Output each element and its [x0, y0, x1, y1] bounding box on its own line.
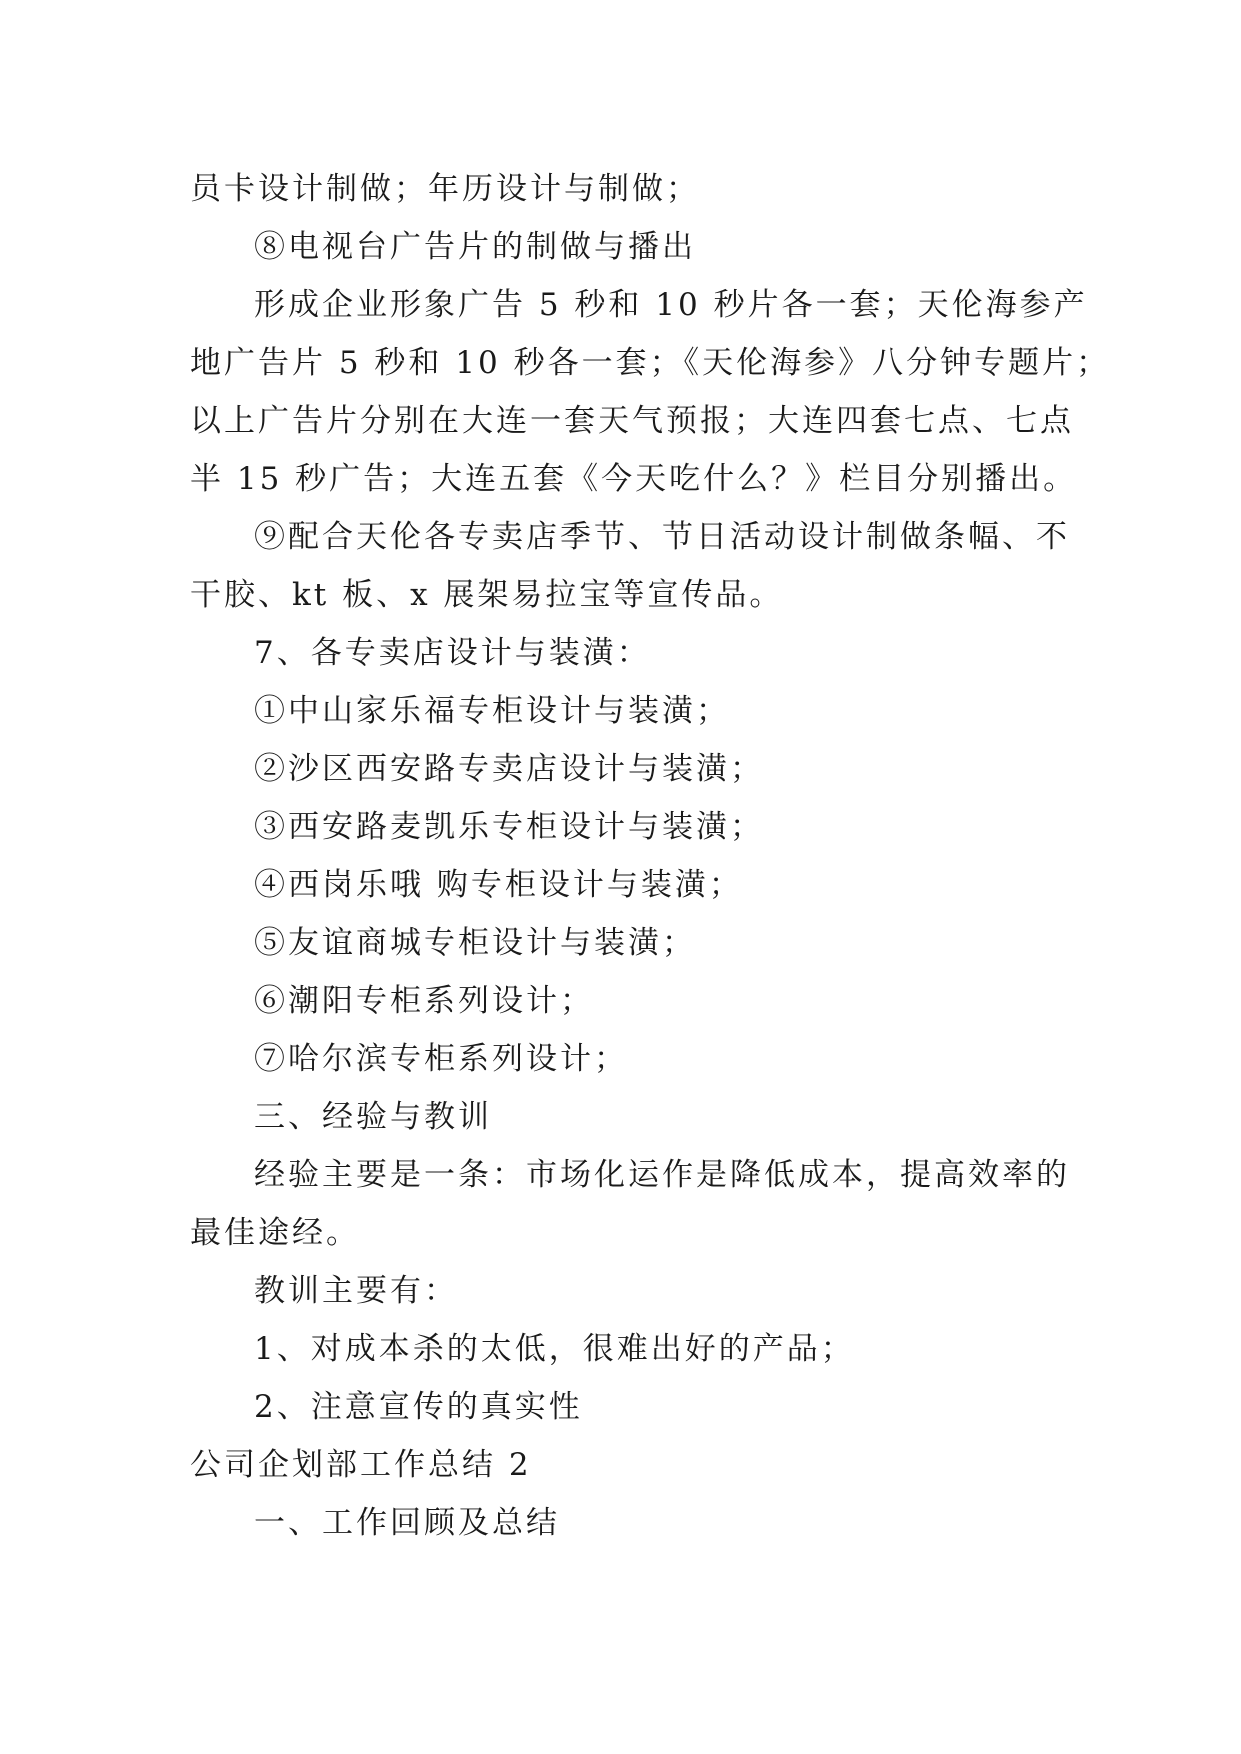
section-heading: 三、经验与教训 — [254, 1099, 492, 1135]
text-line: 干胶、kt 板、x 展架易拉宝等宣传品。 — [190, 577, 784, 613]
section-heading: 一、工作回顾及总结 — [254, 1505, 560, 1541]
list-item: 2、注意宣传的真实性 — [254, 1389, 583, 1425]
text-line: 形成企业形象广告 5 秒和 10 秒片各一套；天伦海参产 — [254, 287, 1088, 323]
text-line: 教训主要有： — [254, 1273, 458, 1309]
list-item: ⑥潮阳专柜系列设计； — [254, 983, 594, 1019]
list-item: 1、对成本杀的太低，很难出好的产品； — [254, 1331, 855, 1367]
document-body — [190, 160, 1111, 1552]
text-line: 最佳途经。 — [190, 1215, 360, 1251]
list-item: ⑦哈尔滨专柜系列设计； — [254, 1041, 628, 1077]
list-item: ②沙区西安路专卖店设计与装潢； — [254, 751, 764, 787]
list-item: ⑤友谊商城专柜设计与装潢； — [254, 925, 696, 961]
text-line: ⑧电视台广告片的制做与播出 — [254, 229, 696, 265]
text-line: 地广告片 5 秒和 10 秒各一套；《天伦海参》八分钟专题片； — [190, 345, 1111, 381]
text-line: 员卡设计制做；年历设计与制做； — [190, 171, 700, 207]
list-item: ①中山家乐福专柜设计与装潢； — [254, 693, 730, 729]
text-line: 半 15 秒广告；大连五套《今天吃什么？》栏目分别播出。 — [190, 461, 1078, 497]
section-heading: 7、各专卖店设计与装潢： — [254, 635, 651, 671]
text-line: 以上广告片分别在大连一套天气预报；大连四套七点、七点 — [190, 403, 1074, 439]
document-title: 公司企划部工作总结 2 — [190, 1447, 532, 1483]
text-line: 经验主要是一条：市场化运作是降低成本，提高效率的 — [254, 1157, 1070, 1193]
text-line: ⑨配合天伦各专卖店季节、节日活动设计制做条幅、不 — [254, 519, 1070, 555]
list-item: ③西安路麦凯乐专柜设计与装潢； — [254, 809, 764, 845]
list-item: ④西岗乐哦 购专柜设计与装潢； — [254, 867, 743, 903]
